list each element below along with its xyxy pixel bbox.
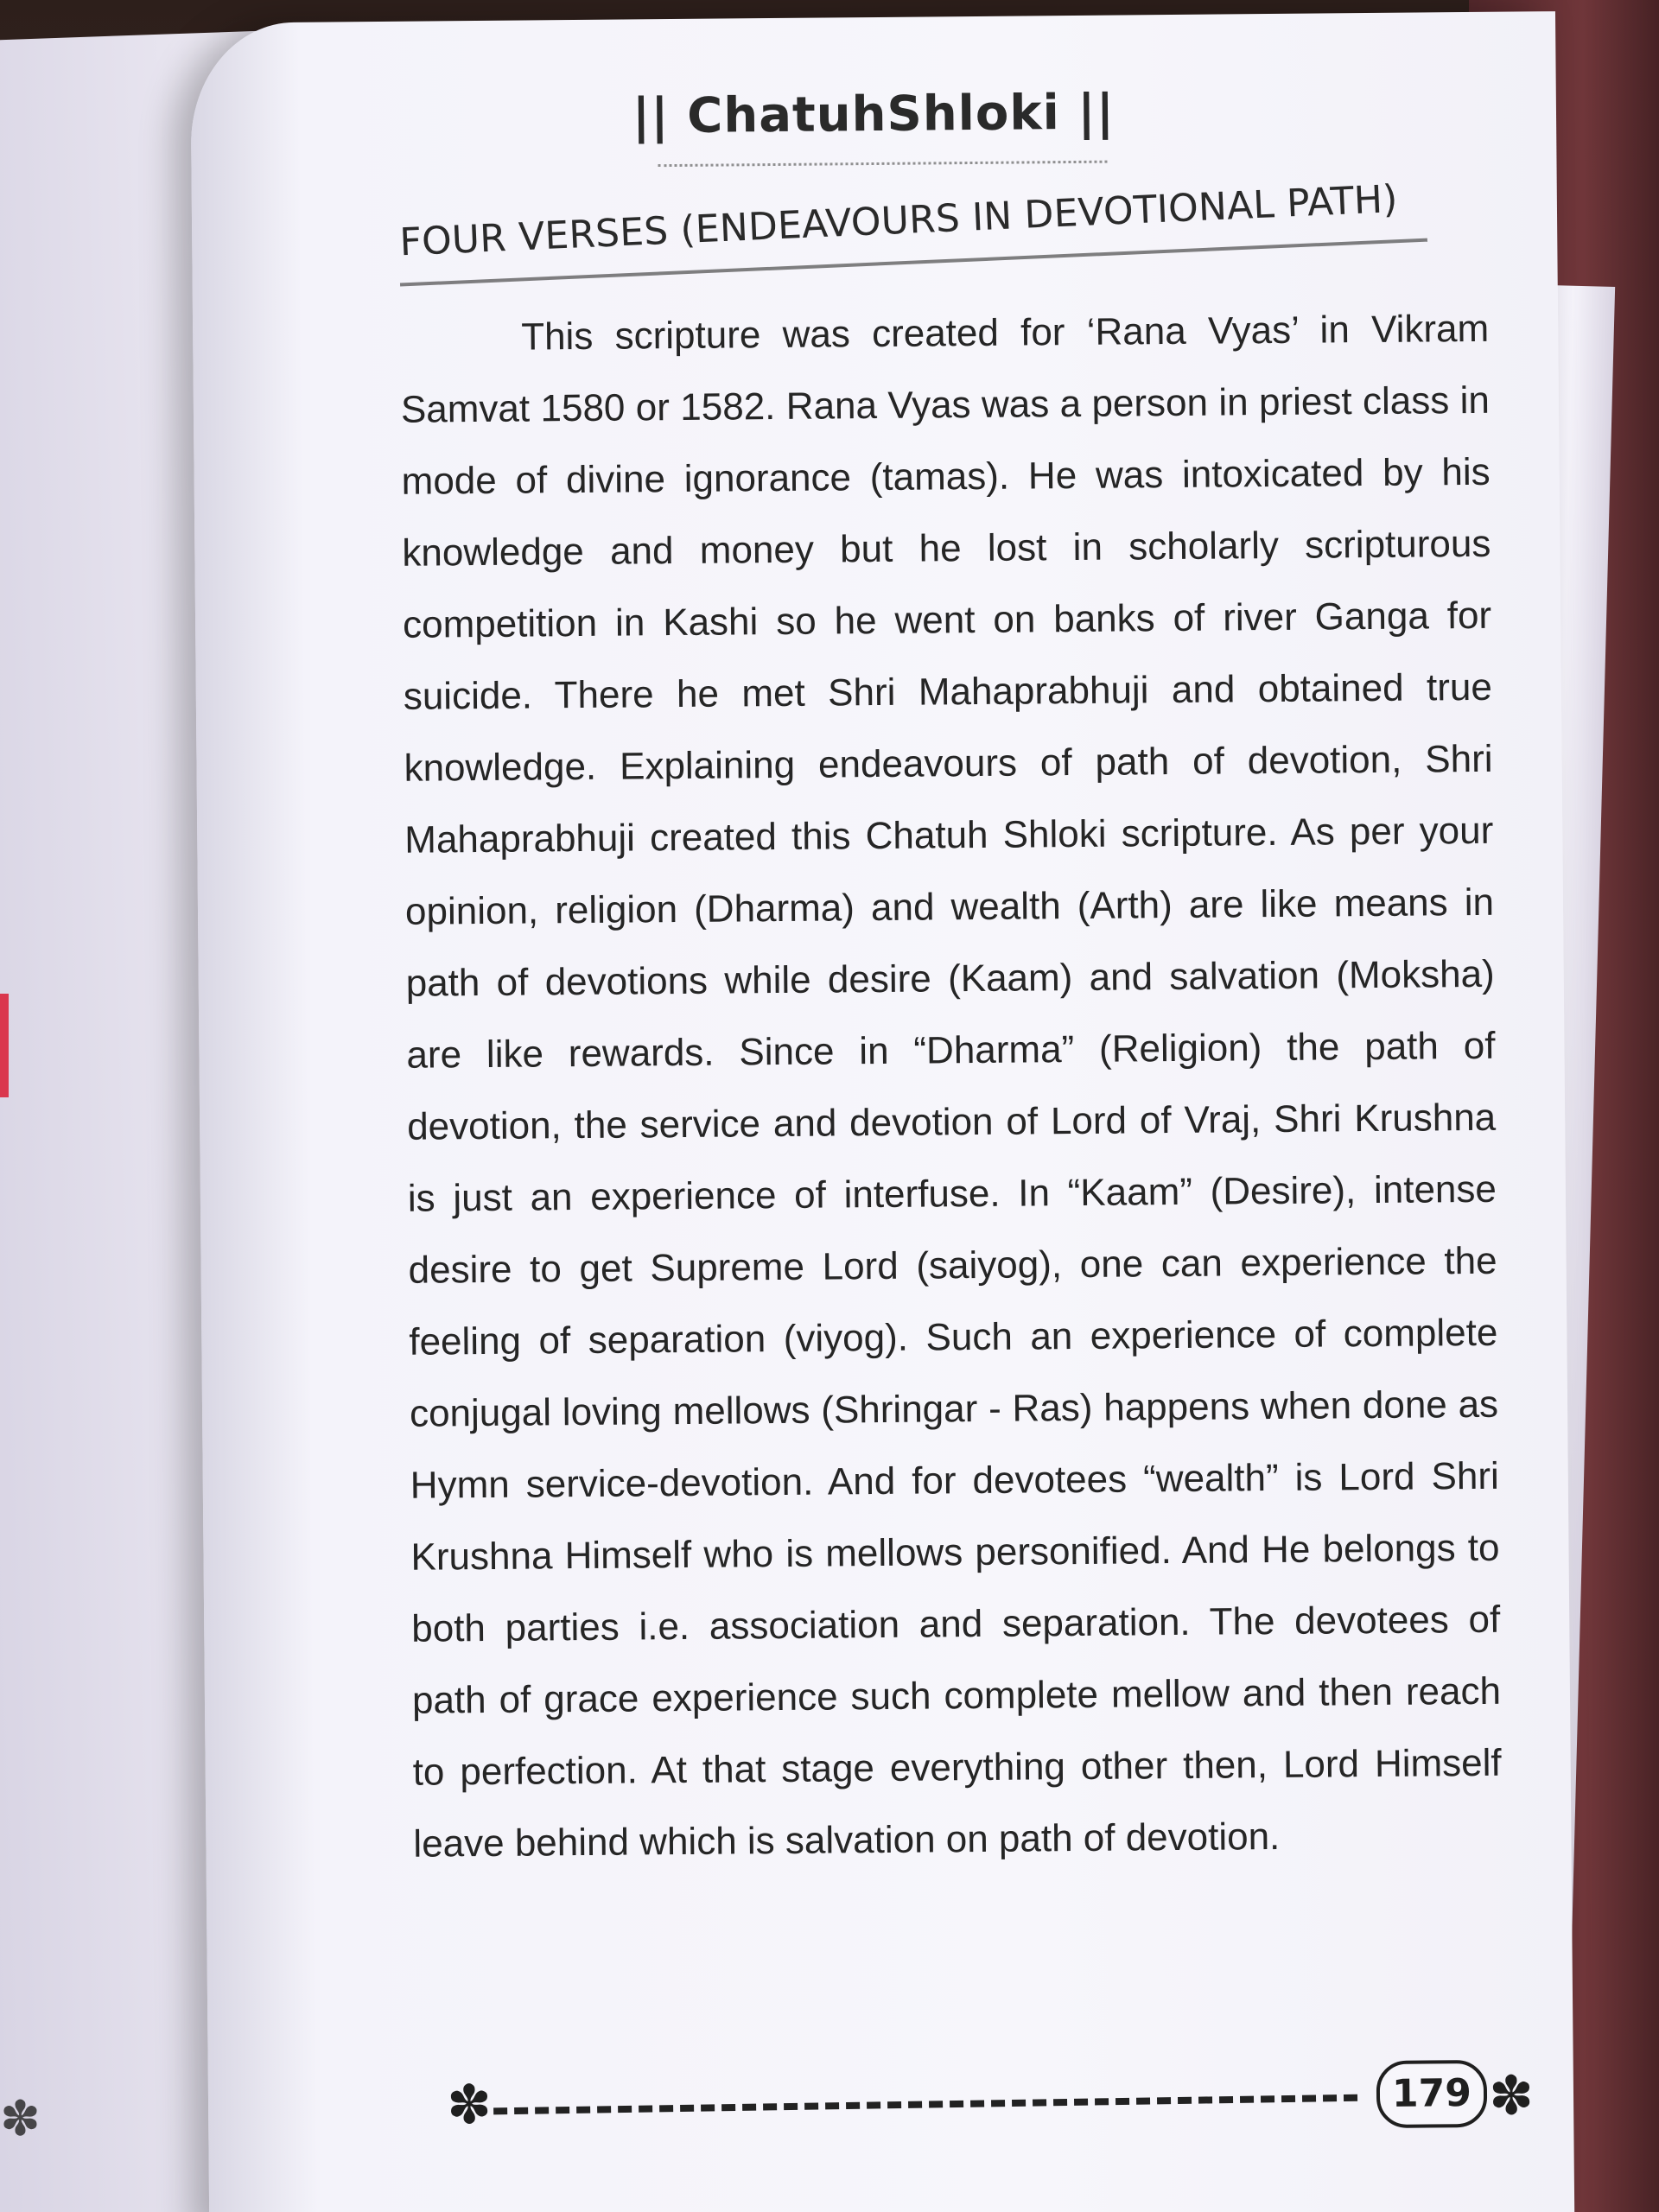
footer-dashed-rule [493,2094,1357,2115]
body-paragraph: This scripture was created for ‘Rana Vyas’ in Vikram Samvat 1580 or 1582. Rana Vyas was a person in priest class in mode of divine ignorance (tamas). He was intoxicated by his knowledge and money but he lost in scholarly scripturous competition in Kashi so he went on banks of river Ganga for suicide. There he met Shri Mahaprabhuji and obtained true knowledge. Explaining endeavours of path of devotion, Shri Mahaprabhuji created this Chatuh Shloki scripture. As per your opinion, religion (Dharma) and wealth (Arth) are like means in path of devotions while desire (Kaam) and salvation (Moksha) are like rewards. Since in “Dharma” (Religion) the path of devotion, the service and devotion of Lord of Vraj, Shri Krushna is just an experience of interfuse. In “Kaam” (Desire), intense desire to get Supreme Lord (saiyog), one can experience the feeling of separation (viyog). Such an experience of complete conjugal loving mellows (Shringar - Ras) happens when done as Hymn service-devotion. And for devotees “wealth” is Lord Shri Krushna Himself who is mellows personified. And He belongs to both parties i.e. association and separation. The devotees of path of grace experience such complete mellow and then reach to perfection. At that stage everything other then, Lord Himself leave behind which is salvation on path of devotion. [400,307,1502,1866]
page-number: 179 [1376,2060,1488,2128]
section-heading: FOUR VERSES (ENDEAVOURS IN DEVOTIONAL PATH) [398,176,1399,265]
page-header-title: || ChatuhShloki || [632,84,1116,145]
floral-ornament-icon: ✽ [1488,2063,1535,2127]
floral-ornament-icon: ✽ [0,2091,41,2147]
page-footer [424,2050,1548,2146]
header-underline [658,154,1107,168]
red-bookmark-tab [0,994,9,1097]
floral-ornament-icon: ✽ [446,2072,493,2137]
book-page [190,11,1574,2212]
